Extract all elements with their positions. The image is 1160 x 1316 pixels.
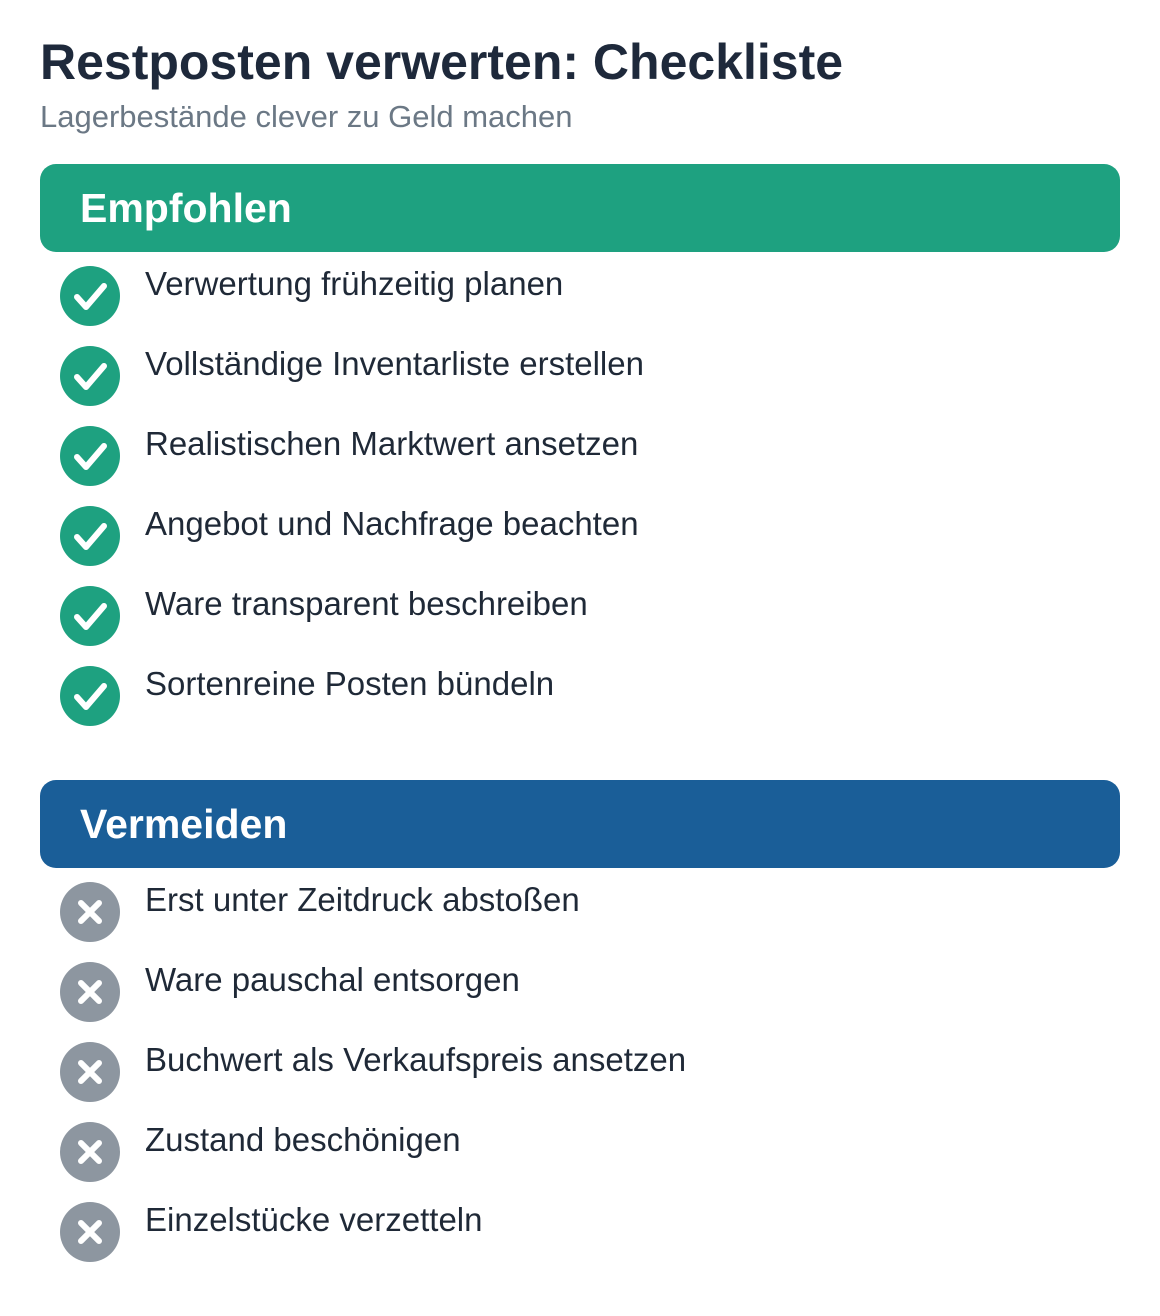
x-circle-icon: [60, 1042, 120, 1102]
x-circle-icon: [60, 882, 120, 942]
list-item-label: Sortenreine Posten bündeln: [145, 665, 555, 702]
page-title: Restposten verwerten: Checkliste: [40, 34, 844, 90]
x-circle-icon: [60, 962, 120, 1022]
list-item-label: Angebot und Nachfrage beachten: [145, 505, 639, 542]
list-item-label: Realistischen Marktwert ansetzen: [145, 425, 639, 462]
check-circle-icon: [60, 666, 120, 726]
check-circle-icon: [60, 346, 120, 406]
list-item-label: Zustand beschönigen: [145, 1121, 461, 1158]
list-item-label: Buchwert als Verkaufspreis ansetzen: [145, 1041, 687, 1078]
list-item-label: Verwertung frühzeitig planen: [145, 265, 564, 302]
x-circle-icon: [60, 1122, 120, 1182]
check-circle-icon: [60, 266, 120, 326]
list-item-label: Erst unter Zeitdruck abstoßen: [145, 881, 580, 918]
check-circle-icon: [60, 586, 120, 646]
check-circle-icon: [60, 426, 120, 486]
page-subtitle: Lagerbestände clever zu Geld machen: [40, 99, 573, 134]
section-header-avoid: Vermeiden: [40, 780, 1120, 868]
x-circle-icon: [60, 1202, 120, 1262]
section-header-recommended: Empfohlen: [40, 164, 1120, 252]
list-item-label: Ware pauschal entsorgen: [145, 961, 520, 998]
list-item-label: Ware transparent beschreiben: [145, 585, 588, 622]
check-circle-icon: [60, 506, 120, 566]
list-item-label: Vollständige Inventarliste erstellen: [145, 345, 644, 382]
list-item-label: Einzelstücke verzetteln: [145, 1201, 483, 1238]
